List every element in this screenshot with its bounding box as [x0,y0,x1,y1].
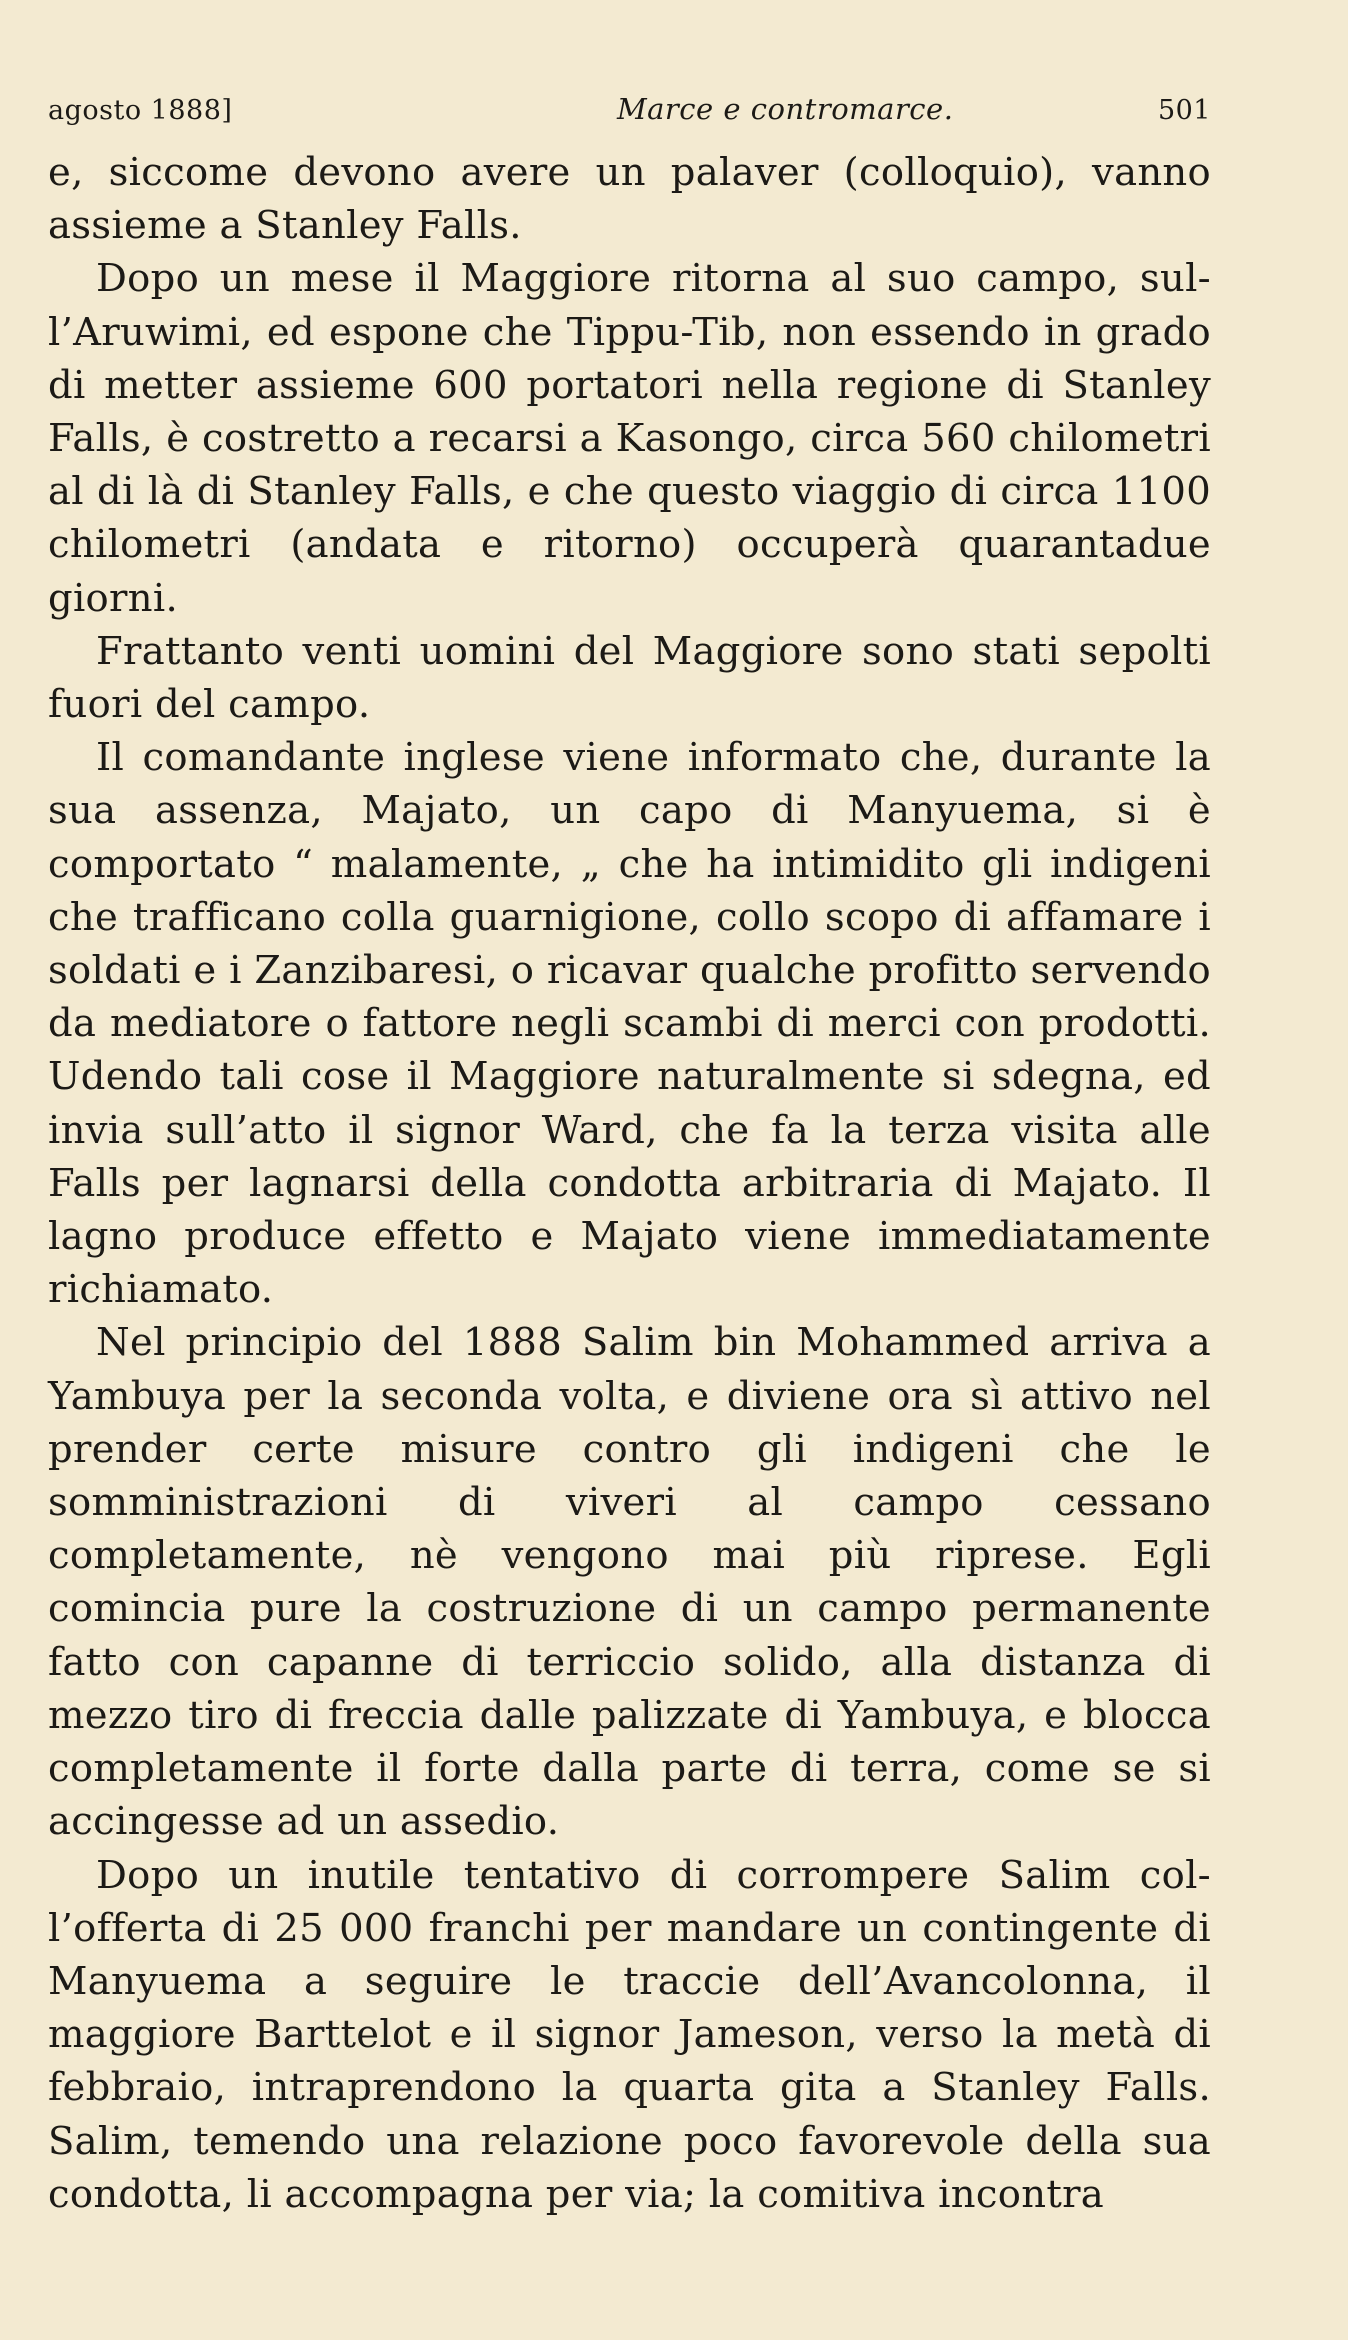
page-number: 501 [1157,95,1211,126]
paragraph-continued: e, siccome devono avere un palaver (colloquio), vanno assieme a Stanley Falls. [48,150,1211,249]
paragraph: Dopo un inutile tentativo di corrompere Salim col-l’offerta di 25 000 franchi per mandare un contingente di Manyuema a seguire le traccie dell’Avancolonna, il maggiore Barttelot e il signor Jameson, verso la metà di febbraio, intraprendono la quarta gita a Stanley Falls. Salim, temendo una relazione poco favorevole della sua condotta, li accompagna per via; la comitiva incontra [48,1852,1211,2217]
paragraph: Dopo un mese il Maggiore ritorna al suo campo, sul-l’Aruwimi, ed espone che Tippu-Tib, non essendo in grado di metter assieme 600 portatori nella regione di Stanley Falls, è costretto a recarsi a Kasongo, circa 560 chilometri al di là di Stanley Falls, e che questo viaggio di circa 1100 chilometri (andata e ritorno) occuperà quarantadue giorni. [48,256,1211,621]
running-header [48,84,1211,134]
body-text [48,146,1211,2221]
paragraph: Il comandante inglese viene informato che, durante la sua assenza, Majato, un capo di Manyuema, si è comportato “ malamente, „ che ha intimidito gli indigeni che trafficano colla guarnigione, collo scopo di affamare i soldati e i Zanzibaresi, o ricavar qualche profitto servendo da mediatore o fattore negli scambi di merci con prodotti. Udendo tali cose il Maggiore naturalmente si sdegna, ed invia sull’atto il signor Ward, che fa la terza visita alle Falls per lagnarsi della condotta arbitraria di Majato. Il lagno produce effetto e Majato viene immediatamente richiamato. [48,735,1211,1313]
book-page [48,84,1211,2221]
header-date: agosto 1888] [48,95,233,126]
paragraph: Nel principio del 1888 Salim bin Mohammed arriva a Yambuya per la seconda volta, e diviene ora sì attivo nel prender certe misure contro gli indigeni che le somministrazioni di viveri al campo cessano completamente, nè vengono mai più riprese. Egli comincia pure la costruzione di un campo permanente fatto con capanne di terriccio solido, alla distanza di mezzo tiro di freccia dalle palizzate di Yambuya, e blocca completamente il forte dalla parte di terra, come se si accingesse ad un assedio. [48,1320,1211,1845]
paragraph: Frattanto venti uomini del Maggiore sono stati sepolti fuori del campo. [48,628,1211,728]
header-title: Marce e contromarce. [616,92,954,126]
